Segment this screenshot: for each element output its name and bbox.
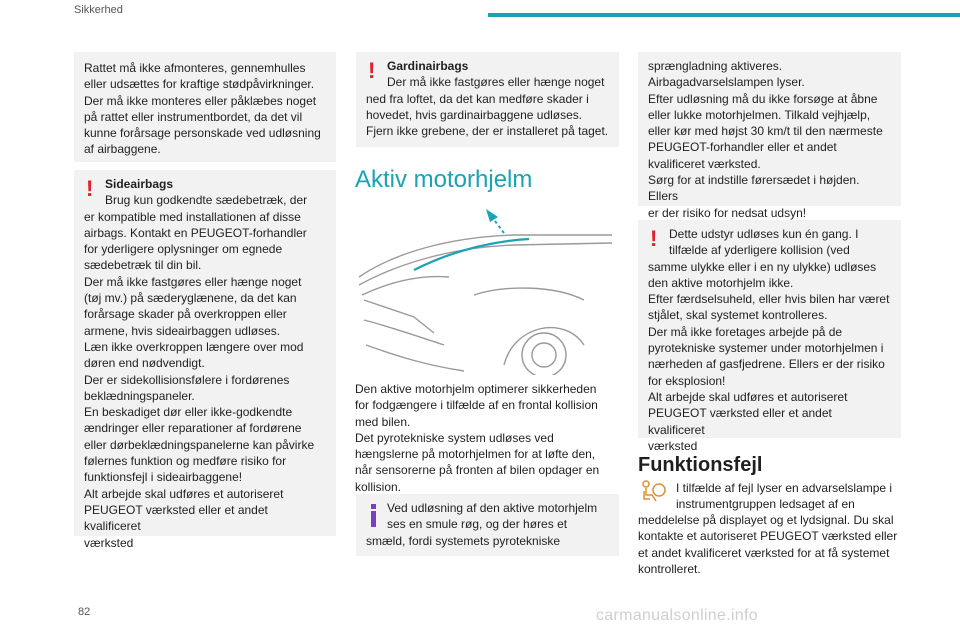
sideairbags-title: Sideairbags: [105, 177, 174, 191]
watermark: carmanualsonline.info: [596, 607, 758, 624]
curtain-airbags-title: Gardinairbags: [387, 59, 469, 73]
active-bonnet-illustration: [354, 205, 614, 375]
header-section-label: Sikkerhed: [74, 4, 123, 16]
sideairbags-text-indent: Brug kun godkendte sædebetræk, der: [105, 193, 308, 208]
deployment-continuation-box: [638, 52, 901, 220]
page-number: 82: [78, 606, 91, 618]
info-icon: [371, 504, 377, 527]
deployment-continuation-text: sprængladning aktiveres. Airbagadvarselslampen lyser. Efter udløsning må du ikke forsøge at åbne eller lukke motorhjelmen. Tilkald vejhjælp, eller kør med højst 30 km/t til den nærmeste PEUGEOT-forhandler eller et andet kvalificeret værksted. Sørg for at indstille førersædet i højden. Ellers er der risiko for nedsat udsyn!: [648, 59, 883, 220]
active-bonnet-description: Den aktive motorhjelm optimerer sikkerheden for fodgængere i tilfælde af en frontal kollision med bilen. Det pyrotekniske system udløses ved hængslerne på motorhjelmen for at løfte den, når sensorerne på fronten af bilen opdager en kollision.: [355, 382, 600, 494]
single-use-warning-indent: Dette udstyr udløses kun én gang. I tilfælde af yderligere kollision (ved: [669, 227, 859, 258]
section-title-active-bonnet: Aktiv motorhjelm: [355, 166, 533, 193]
active-bonnet-info-box: [356, 494, 619, 556]
airbag-warning-lamp-icon: [640, 479, 668, 503]
curtain-airbags-indent: Der må ikke fastgøres eller hænge noget: [387, 75, 605, 90]
warning-exclamation-icon: !: [650, 226, 658, 251]
sideairbags-text: er kompatible med installationen af disse airbags. Kontakt en PEUGEOT-forhandler for yderligere oplysninger om egnede sædebetræk til din bil. Der må ikke fastgøres eller hænge noget (tøj mv.) på sæderyglænene, da det kan forårsage skader på overkroppen eller armene, hvis sideairbaggen udløses. Læn ikke overkroppen længere over mod døren end nødvendigt. Der er sidekollisionsfølere i fordørenes beklædningspaneler. En beskadiget dør eller ikke-godkendte ændringer eller reparationer af fordørene eller dørbeklædningspanelerne kan påvirke følernes funktion og medføre risiko for funktionsfejl i sideairbaggene! Alt arbejde skal udføres et autoriseret PEUGEOT værksted eller et andet kvalificeret værksted: [84, 209, 315, 550]
single-use-warning-box: [638, 220, 901, 453]
malfunction-text: meddelelse på displayet og et lydsignal. Du skal kontakte et autoriseret PEUGEOT værksted eller et andet kvalificeret værksted for at få systemet kontrolleret.: [638, 513, 898, 576]
arrow-icon: [486, 209, 504, 233]
curtain-airbags-warning-box: [356, 52, 619, 147]
warning-exclamation-icon: !: [86, 176, 94, 201]
steering-note-text: Rattet må ikke afmonteres, gennemhulles eller udsættes for kraftige stødpåvirkninger. Der må ikke monteres eller påklæbes noget på rattet eller instrumentbordet, da det vil kunne forårsage personskade ved udløsning af airbaggene.: [84, 61, 321, 157]
sideairbags-warning-box: [74, 170, 336, 550]
info-text-indent: Ved udløsning af den aktive motorhjelm ses en smule røg, og der høres et: [387, 501, 598, 532]
warning-exclamation-icon: !: [368, 58, 376, 83]
info-text: smæld, fordi systemets pyrotekniske: [366, 533, 561, 548]
steering-note-box: [74, 52, 336, 162]
single-use-warning-text: samme ulykke eller i en ny ulykke) udløses den aktive motorhjelm ikke. Efter færdselsuheld, eller hvis bilen har været stjålet, skal systemet kontrolleres. Der må ikke foretages arbejde på de pyrotekniske systemer under motorhjelmen i nærheden af gasfjedrene. Ellers er der risiko for eksplosion! Alt arbejde skal udføres et autoriseret PEUGEOT værksted eller et andet kvalificeret værksted: [648, 259, 890, 453]
header-accent-bar: [488, 13, 960, 17]
curtain-airbags-text: ned fra loftet, da det kan medføre skader i hovedet, hvis gardinairbaggene udløses. Fjern ikke grebene, der er installeret på taget.: [366, 91, 609, 139]
malfunction-text-indent: I tilfælde af fejl lyser en advarselslampe i instrumentgruppen ledsaget af en: [676, 481, 893, 512]
bonnet-edge-highlight: [414, 239, 529, 270]
subsection-title-malfunction: Funktionsfejl: [638, 454, 763, 476]
